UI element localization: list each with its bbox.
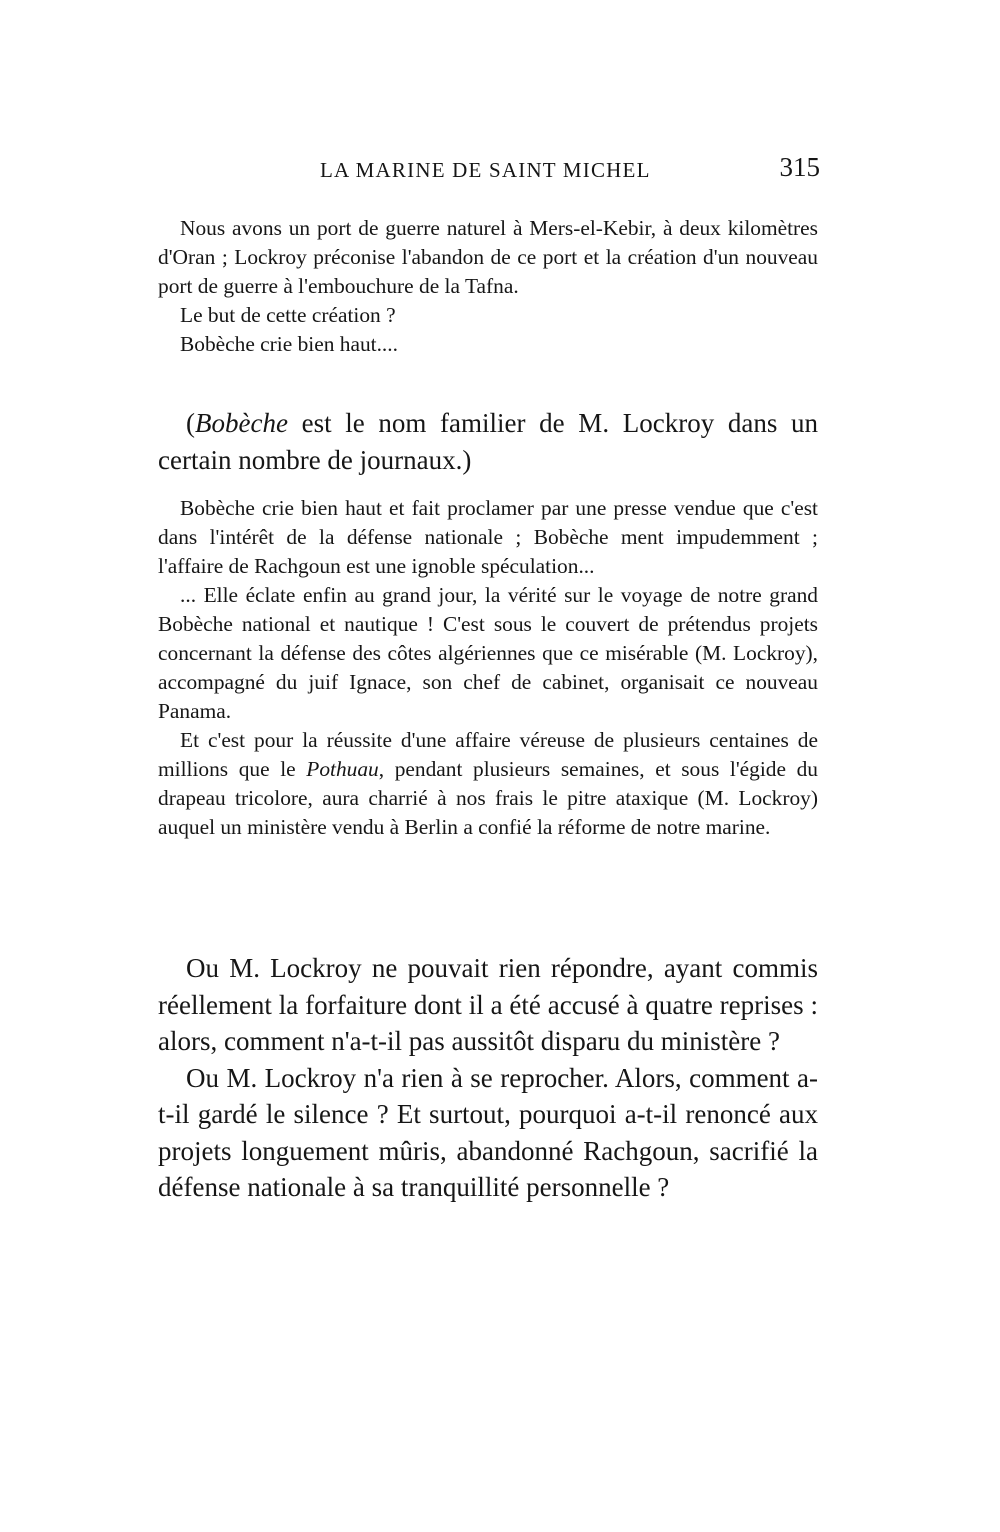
note-text: est le nom familier de M. Lockroy dans un certain nombre de journaux.) bbox=[158, 408, 818, 475]
paragraph: Bobèche crie bien haut et fait proclamer par une presse vendue que c'est dans l'intérêt de la défense nationale ; Bobèche ment impudemment ; l'affaire de Rachgoun est une ignoble spéculation... bbox=[158, 496, 818, 578]
running-title: LA MARINE DE SAINT MICHEL bbox=[320, 158, 651, 182]
editorial-note bbox=[158, 405, 818, 478]
paragraph: ... Elle éclate enfin au grand jour, la vérité sur le voyage de notre grand Bobèche national et nautique ! C'est sous le couvert de prétendus projets concernant la défense des côtes algériennes que ce misérable (M. Lockroy), accompagné du juif Ignace, son chef de cabinet, organisait ce nouveau Panama. bbox=[158, 583, 818, 723]
paragraph bbox=[158, 726, 818, 842]
page-header bbox=[160, 152, 820, 192]
paragraph: Ou M. Lockroy n'a rien à se reprocher. Alors, comment a-t-il gardé le silence ? Et surtout, pourquoi a-t-il renoncé aux projets longuement mûris, abandonné Rachgoun, sacrifié la défense nationale à sa tranquillité personnelle ? bbox=[158, 1062, 818, 1202]
conclusion-block bbox=[158, 950, 818, 1206]
quote-block-2 bbox=[158, 494, 818, 842]
quote-block-1 bbox=[158, 214, 818, 359]
paragraph: Nous avons un port de guerre naturel à Mers-el-Kebir, à deux kilomètres d'Oran ; Lockroy préconise l'abandon de ce port et la création d'un nouveau port de guerre à l'embouchure de la Tafna. bbox=[158, 216, 818, 298]
paragraph-text: , pendant plusieurs semaines, et sous l'égide du drapeau tricolore, aura charrié à nos frais le pitre ataxique (M. Lockroy) auquel un ministère vendu à Berlin a confié la réforme de notre marine. bbox=[158, 757, 818, 839]
paragraph: Le but de cette création ? bbox=[180, 303, 396, 327]
page-number: 315 bbox=[779, 152, 820, 182]
paragraph: Bobèche crie bien haut.... bbox=[180, 332, 398, 356]
note-paragraph bbox=[158, 405, 818, 478]
paragraph-text: Et c'est pour la réussite d'une affaire véreuse de plusieurs centaines de millions que le bbox=[158, 728, 818, 781]
note-open-paren: ( bbox=[186, 408, 195, 438]
paragraph: Ou M. Lockroy ne pouvait rien répondre, ayant commis réellement la forfaiture dont il a été accusé à quatre reprises : alors, comment n'a-t-il pas aussitôt disparu du ministère ? bbox=[158, 953, 818, 1056]
ship-name: Pothuau bbox=[306, 757, 379, 781]
note-nickname: Bobèche bbox=[195, 408, 288, 438]
